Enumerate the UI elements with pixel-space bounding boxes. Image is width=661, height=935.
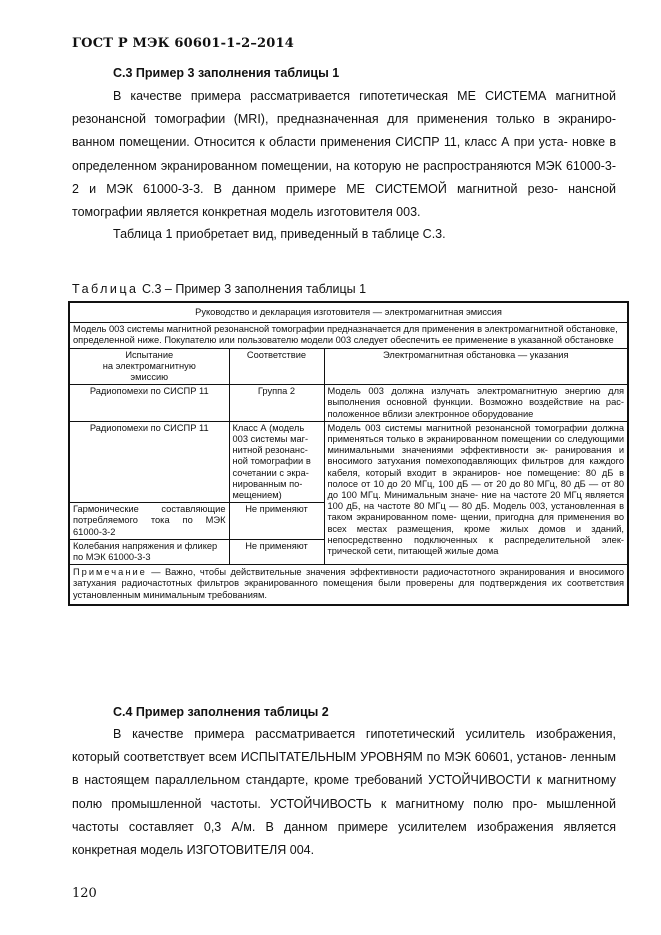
table-note xyxy=(69,565,628,605)
row-guidance-merged xyxy=(324,421,628,564)
row-guidance-part-1: Модель 003 системы магнитной резонансной томографии должна применяться только в экранированном помещении со следующими минимальными значениями эффективности эк- ранирования и вносимого затухания помехоподавляющих фильтров для каждого кабеля, который входит в экраниров- ное помещение: 80 дБ в полосе от 10 до 20 МГц, 100 дБ — от 20 до 80 МГц, 80 дБ — от 80 до 100 МГц. Минимальным значе- ние на частоте 20 МГц является 100 дБ, на частоте 80 МГц — 80 дБ. xyxy=(327,422,625,512)
emission-table xyxy=(68,301,629,606)
col-header-compliance: Соответствие xyxy=(229,348,324,385)
table-row xyxy=(69,421,628,502)
row-guidance-part-3: непосредственно подключенных к распределительной элек- трической сети, питающей жилые дома xyxy=(327,534,625,557)
row-guidance: Модель 003 должна излучать электромагнитную энергию для выполнения основной функции. Возможно воздействие на рас- положенное вблизи электронное оборудование xyxy=(324,385,628,422)
row-compliance: Группа 2 xyxy=(229,385,324,422)
note-label: Примечание xyxy=(73,567,147,578)
section-c3-paragraph-1: В качестве примера рассматривается гипотетическая МЕ СИСТЕМА магнитной резонансной томографии (MRI), предназначенная для применения только в экраниро- ванном помещении. Относится к области применения СИСПР 11, класс А при уста- новке в определенном экранированном помещении, на которую не распространяются МЭК 61000-3-2 и МЭК 61000-3-3. В данном примере МЕ СИСТЕМОЙ магнитной резо- нансной томографии является конкретная модель изготовителя 003. xyxy=(72,89,616,220)
row-compliance: Класс А (модель 003 системы маг- нитной резонанс- ной томографии в сочетании с экра- нированным по- мещением) xyxy=(229,421,324,502)
table-row xyxy=(69,385,628,422)
row-compliance: Не применяют xyxy=(229,503,324,540)
section-c4-title: С.4 Пример заполнения таблицы 2 xyxy=(113,705,329,719)
row-test: Радиопомехи по СИСПР 11 xyxy=(69,421,229,502)
row-test: Гармонические составляющие потребляемого тока по МЭК 61000-3-2 xyxy=(69,503,229,540)
section-c3-paragraph-2: Таблица 1 приобретает вид, приведенный в таблице С.3. xyxy=(113,227,446,241)
col-header-test: Испытание на электромагнитную эмиссию xyxy=(69,348,229,385)
table-title: Руководство и декларация изготовителя — электромагнитная эмиссия xyxy=(69,302,628,323)
table-caption-label: Таблица xyxy=(72,282,139,296)
col-header-guidance: Электромагнитная обстановка — указания xyxy=(324,348,628,385)
section-c4-paragraph-1: В качестве примера рассматривается гипотетический усилитель изображения, который соответствует всем ИСПЫТАТЕЛЬНЫМ УРОВНЯМ по МЭК 60601, установ- ленным в настоящем параллельном стандарте, кроме требований УСТОЙЧИВОСТИ к магнитному полю промышленной частоты. УСТОЙЧИВОСТЬ к магнитному полю про- мышленной частоты составляет 0,3 А/м. В данном примере усилителем изображения является конкретная модель ИЗГОТОВИТЕЛЯ 004. xyxy=(72,727,616,858)
section-c3-title: С.3 Пример 3 заполнения таблицы 1 xyxy=(113,66,340,80)
table-caption xyxy=(72,282,366,296)
page-number: 120 xyxy=(72,886,97,901)
row-test: Колебания напряжения и фликер по МЭК 61000-3-3 xyxy=(69,539,229,564)
row-compliance: Не применяют xyxy=(229,539,324,564)
note-text: — Важно, чтобы действительные значения эффективности радиочастотного экранирования и вносимого затухания радиочастотных фильтров экранированного помещения были проверены для подтверждения их соответствия установленным минимальным требованиям. xyxy=(73,567,625,600)
standard-header: ГОСТ Р МЭК 60601-1-2–2014 xyxy=(72,36,295,51)
row-guidance-part-2: Модель 003, установленная в таком экранированном поме- щении, пригодна для применения во всех местах размещения, кроме жилых домов и зданий, xyxy=(327,501,625,534)
row-test: Радиопомехи по СИСПР 11 xyxy=(69,385,229,422)
table-intro: Модель 003 системы магнитной резонансной томографии предназначается для применения в электромагнитной обстановке, определенной ниже. Покупателю или пользователю модели 003 следует обеспечить ее применение в указанной обстановке xyxy=(69,323,628,348)
table-caption-text: С.3 – Пример 3 заполнения таблицы 1 xyxy=(138,282,367,296)
